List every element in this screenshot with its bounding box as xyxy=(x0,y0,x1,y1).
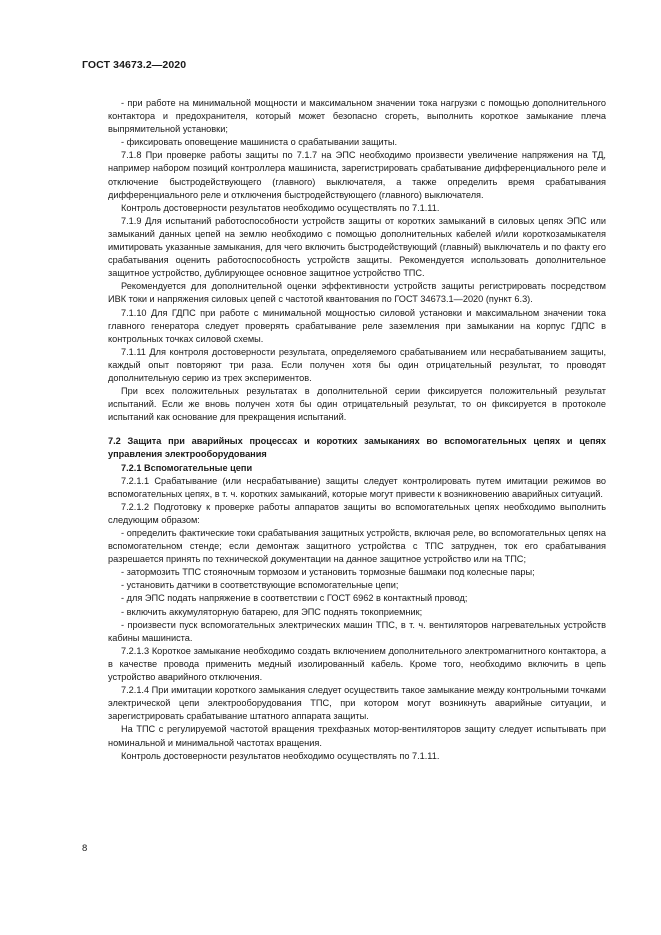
clause-7-1-11: 7.1.11 Для контроля достоверности результата, определяемого срабатыванием или несрабатыванием защиты, каждый опыт повторяют три раза. Если получен хотя бы один отрицательный результат, то проводят дополнительную серию из трех экспериментов. xyxy=(108,346,606,383)
clause-7-2-1-3: 7.2.1.3 Короткое замыкание необходимо создать включением дополнительного электромагнитного контактора, а в качестве провода применить медный изолированный кабель. Кроме того, необходимо включить в цепь устройство аварийного отключения. xyxy=(108,645,606,683)
bullet-item: - включить аккумуляторную батарею, для ЭПС поднять токоприемник; xyxy=(121,606,423,617)
bullet-item: - произвести пуск вспомогательных электрических машин ТПС, в т. ч. вентиляторов нагревательных устройств кабины машиниста. xyxy=(108,619,606,643)
body-text xyxy=(108,97,606,763)
paragraph: Рекомендуется для дополнительной оценки эффективности устройств защиты регистрировать посредством ИВК токи и напряжения силовых цепей с частотой квантования по ГОСТ 34673.1—2020 (пункт 6.3). xyxy=(108,281,606,305)
paragraph: Контроль достоверности результатов необходимо осуществлять по 7.1.11. xyxy=(121,750,440,761)
bullet-item: - для ЭПС подать напряжение в соответствии с ГОСТ 6962 в контактный провод; xyxy=(121,593,468,604)
section-title-7-2: 7.2 Защита при аварийных процессах и коротких замыканиях во вспомогательных цепях и цепях управления электрооборудования xyxy=(108,436,606,460)
bullet-item: - фиксировать оповещение машиниста о срабатывании защиты. xyxy=(121,137,398,148)
paragraph: При всех положительных результатах в дополнительной серии фиксируется положительный результат испытаний. Если же вновь получен хотя бы один отрицательный результат, то он фиксируется в протоколе испытаний как основание для прекращения испытаний. xyxy=(108,386,606,423)
clause-7-2-1-1: 7.2.1.1 Срабатывание (или несрабатывание) защиты следует контролировать путем имитации режимов во вспомогательных цепях, в т. ч. коротких замыканий, которые могут привести к возникновению аварийных ситуаций. xyxy=(108,475,606,499)
paragraph: Контроль достоверности результатов необходимо осуществлять по 7.1.11. xyxy=(121,202,440,213)
subsection-title-7-2-1: 7.2.1 Вспомогательные цепи xyxy=(121,462,253,473)
clause-7-1-8: 7.1.8 При проверке работы защиты по 7.1.7 на ЭПС необходимо произвести увеличение напряжения на ТД, например набором позиций контроллера машиниста, зарегистрировать срабатывание дифференциального реле и отключение быстродействующего (главного) выключателя, а также определить время срабатывания дифференциального реле и отключения быстродействующего (главного) выключателя. xyxy=(108,150,606,200)
clause-7-2-1-4: 7.2.1.4 При имитации короткого замыкания следует осуществить такое замыкание между контрольными точками электрической цепи электрооборудования ТПС, при котором могут возникнуть аварийные ситуации, и зарегистрировать срабатывание штатного аппарата защиты. xyxy=(108,685,606,722)
bullet-item: - установить датчики в соответствующие вспомогательные цепи; xyxy=(121,580,399,591)
clause-7-2-1-2: 7.2.1.2 Подготовку к проверке работы аппаратов защиты во вспомогательных цепях необходимо выполнить следующим образом: xyxy=(108,501,606,525)
clause-7-1-9: 7.1.9 Для испытаний работоспособности устройств защиты от коротких замыканий в силовых цепях ЭПС или замыканий данных цепей на землю необходимо с помощью дополнительных кабелей и/или короткозамыкателя имитировать указанные замыкания, для чего включить быстродействующий (главный) выключатель и по факту его срабатывания оценить работоспособность устройств защиты. Рекомендуется использовать дополнительное защитное устройство, дублирующее основное защитное устройство ТПС. xyxy=(108,215,606,279)
bullet-item: - определить фактические токи срабатывания защитных устройств, включая реле, во вспомогательных цепях на вспомогательном стенде; если демонтаж защитного устройства с ТПС затруднен, ток его срабатывания разрешается принять по технической документации на данное защитное устройство или на ТПС; xyxy=(108,528,606,565)
paragraph: На ТПС с регулируемой частотой вращения трехфазных мотор-вентиляторов защиту следует испытывать при номинальной и минимальной частотах вращения. xyxy=(108,724,606,748)
clause-7-1-10: 7.1.10 Для ГДПС при работе с минимальной мощностью силовой установки и максимальном значении тока главного генератора следует проверять срабатывание реле заземления при замыкании на корпус ГДПС в контрольных точках силовой схемы. xyxy=(108,307,606,344)
standard-header: ГОСТ 34673.2—2020 xyxy=(82,59,187,71)
bullet-item: - при работе на минимальной мощности и максимальном значении тока нагрузки с помощью дополнительного контактора и предохранителя, который может безопасно сгореть, выполнить короткое замыкание плеча выпрямительной установки; xyxy=(108,98,606,135)
page-number: 8 xyxy=(82,843,88,854)
bullet-item: - затормозить ТПС стояночным тормозом и установить тормозные башмаки под колесные пары; xyxy=(121,567,535,578)
